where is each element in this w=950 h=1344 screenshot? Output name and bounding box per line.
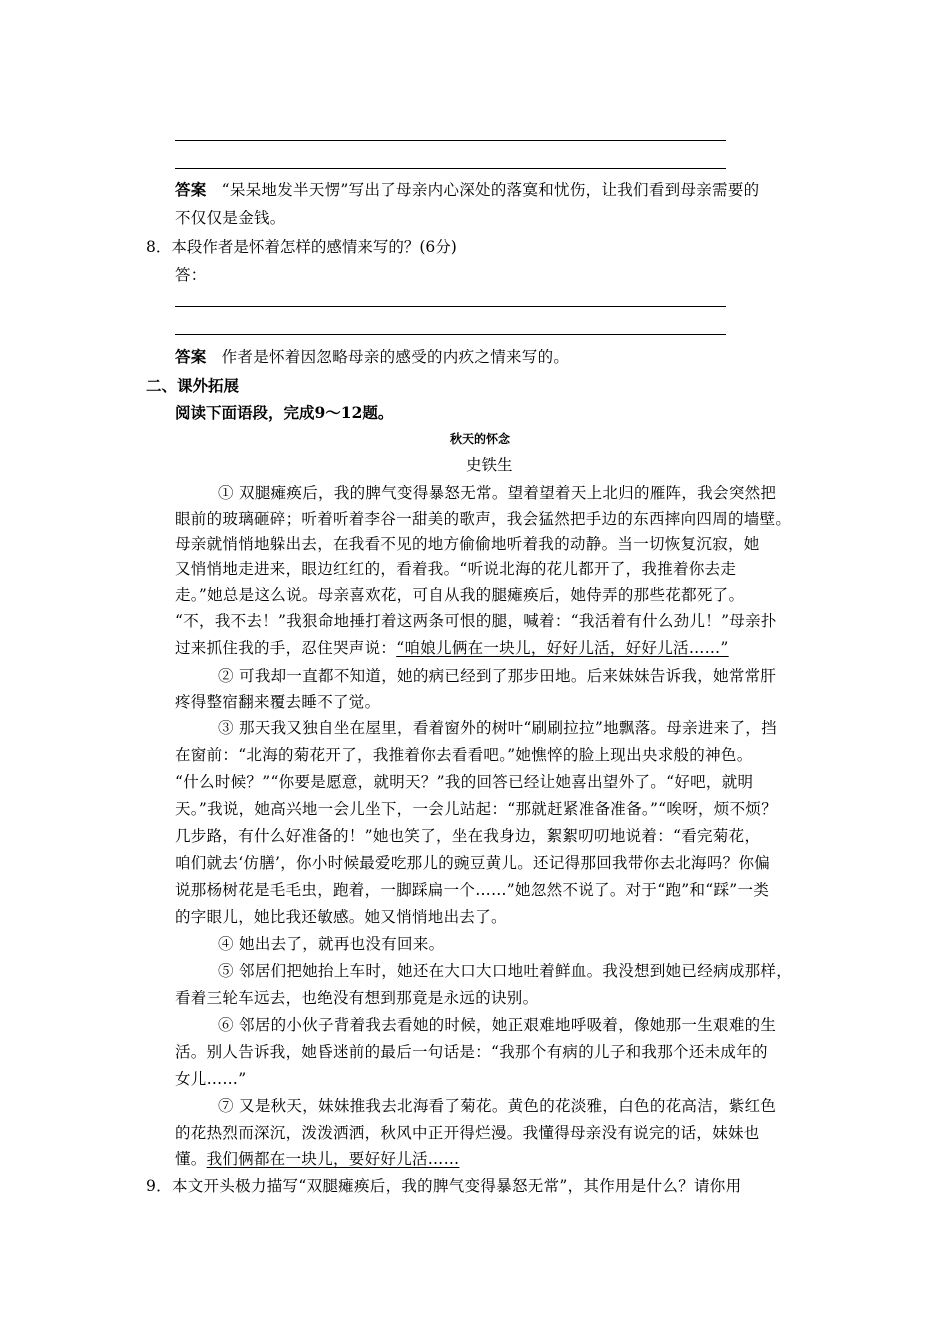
p3-line: 说那杨树花是毛毛虫，跑着，一脚踩扁一个……”她忽然不说了。对于“跑”和“踩”一类: [175, 881, 770, 899]
p6-line: 活。别人告诉我，她昏迷前的最后一句话是：“我那个有病的儿子和我那个还未成年的: [175, 1043, 768, 1061]
p2-line: ② 可我却一直都不知道，她的病已经到了那步田地。后来妹妹告诉我，她常常肝: [218, 667, 777, 685]
q7-answer-text: “呆呆地发半天愣”写出了母亲内心深处的落寞和忧伤，让我们看到母亲需要的: [221, 181, 760, 199]
q8-answer: [175, 345, 569, 367]
answer-label: 答案: [175, 347, 207, 366]
article-author: 史铁生: [466, 456, 513, 474]
underlined-quote: 我们俩都在一块儿，要好好儿活……: [206, 1150, 460, 1168]
p7-text: 懂。: [175, 1150, 207, 1168]
p1-line: “不，我不去！”我狠命地捶打着这两条可恨的腿，喊着：“我活着有什么劲儿！”母亲扑: [175, 612, 777, 630]
answer-line: [175, 334, 726, 335]
p4-line: ④ 她出去了，就再也没有回来。: [218, 935, 445, 953]
p5-line: 看着三轮车远去，也绝没有想到那竟是永远的诀别。: [175, 989, 539, 1007]
answer-line: [175, 140, 726, 141]
answer-label: 答案: [175, 180, 207, 199]
p1-line: ① 双腿瘫痪后，我的脾气变得暴怒无常。望着望着天上北归的雁阵，我会突然把: [218, 484, 777, 502]
p3-line: “什么时候？”“你要是愿意，就明天？”我的回答已经让她喜出望外了。“好吧，就明: [175, 773, 754, 791]
section-instruction: 阅读下面语段，完成9～12题。: [175, 403, 394, 422]
p6-line: ⑥ 邻居的小伙子背着我去看她的时候，她正艰难地呼吸着，像她那一生艰难的生: [218, 1016, 777, 1034]
p3-line: 咱们就去‘仿膳’，你小时候最爱吃那儿的豌豆黄儿。还记得那回我带你去北海吗？你偏: [175, 854, 771, 872]
p1-line: 走。”她总是这么说。母亲喜欢花，可自从我的腿瘫痪后，她侍弄的那些花都死了。: [175, 586, 745, 604]
p6-line: 女儿……”: [175, 1070, 247, 1088]
answer-line: [175, 168, 726, 169]
p1-line: 眼前的玻璃砸碎；听着听着李谷一甜美的歌声，我会猛然把手边的东西摔向四周的墙壁。: [175, 510, 792, 528]
answer-prompt: 答：: [175, 266, 207, 284]
answer-line: [175, 306, 726, 307]
p3-line: ③ 那天我又独自坐在屋里，看着窗外的树叶“刷刷拉拉”地飘落。母亲进来了，挡: [218, 719, 777, 737]
p1-line: 又悄悄地走进来，眼边红红的，看着我。“听说北海的花儿都开了，我推着你去走: [175, 560, 737, 578]
p2-line: 疼得整宿翻来覆去睡不了觉。: [175, 693, 381, 711]
p1-line-last: [175, 636, 729, 658]
q8-answer-text: 作者是怀着因忽略母亲的感受的内疚之情来写的。: [221, 348, 570, 366]
q7-answer-line-1: [175, 178, 759, 200]
p3-line: 几步路，有什么好准备的！”她也笑了，坐在我身边，絮絮叨叨地说着：“看完菊花，: [175, 827, 761, 845]
p7-line: 的花热烈而深沉，泼泼洒洒，秋风中正开得烂漫。我懂得母亲没有说完的话，妹妹也: [175, 1124, 760, 1142]
q7-answer-line-2: 不仅仅是金钱。: [175, 209, 286, 227]
question-8: 8．本段作者是怀着怎样的感情来写的？(6分): [146, 238, 457, 256]
underlined-quote: “咱娘儿俩在一块儿，好好儿活，好好儿活……”: [396, 639, 729, 657]
p7-line: ⑦ 又是秋天，妹妹推我去北海看了菊花。黄色的花淡雅，白色的花高洁，紫红色: [218, 1097, 777, 1115]
p1-line: 母亲就悄悄地躲出去，在我看不见的地方偷偷地听着我的动静。当一切恢复沉寂，她: [175, 535, 760, 553]
p3-line: 在窗前：“北海的菊花开了，我推着你去看看吧。”她憔悴的脸上现出央求般的神色。: [175, 746, 753, 764]
p3-line: 的字眼儿，她比我还敏感。她又悄悄地出去了。: [175, 908, 507, 926]
p1-text: 过来抓住我的手，忍住哭声说：: [175, 639, 397, 657]
p3-line: 天。”我说，她高兴地一会儿坐下，一会儿站起：“那就赶紧准备准备。”“唉呀，烦不烦？: [175, 800, 777, 818]
question-9: 9．本文开头极力描写“双腿瘫痪后，我的脾气变得暴怒无常”，其作用是什么？请你用: [146, 1177, 742, 1195]
article-title: 秋天的怀念: [450, 432, 511, 446]
p7-line-last: [175, 1147, 459, 1169]
p5-line: ⑤ 邻居们把她抬上车时，她还在大口大口地吐着鲜血。我没想到她已经病成那样，: [218, 962, 793, 980]
section-heading: 二、课外拓展: [146, 376, 240, 395]
